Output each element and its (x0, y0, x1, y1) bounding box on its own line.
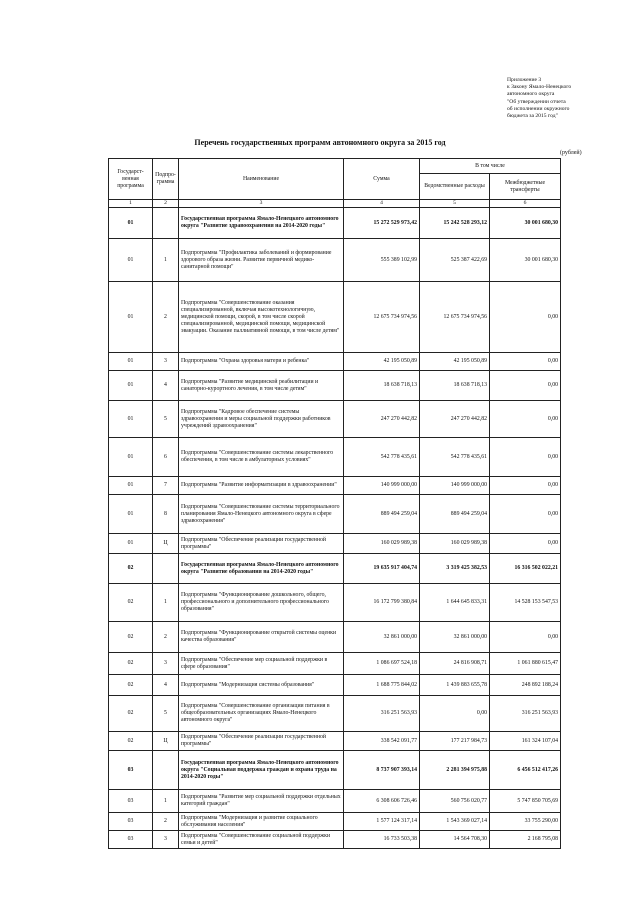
subprogram-code-cell: 4 (153, 675, 179, 696)
name-cell: Государственная программа Ямало-Ненецкого автономного округа "Развитие образования на 2014-2020 годы" (179, 554, 344, 584)
name-cell: Подпрограмма "Совершенствование системы территориального планирования Ямало-Ненецкого автономного округа в сфере здравоохранения" (179, 495, 344, 534)
transfers-cell: 0,00 (490, 353, 561, 371)
sum-cell: 160 029 989,38 (344, 534, 420, 554)
name-cell: Подпрограмма "Функционирование открытой системы оценки качества образования" (179, 622, 344, 653)
program-code-cell: 02 (109, 696, 153, 732)
unit-label: (рублей) (560, 150, 582, 156)
sum-cell: 32 861 000,00 (344, 622, 420, 653)
appendix-line: Приложение 3 (507, 77, 542, 83)
header-including: В том числе (420, 159, 561, 174)
subprogram-code-cell: 3 (153, 353, 179, 371)
name-cell: Подпрограмма "Профилактика заболеваний и формирование здорового образа жизни. Развитие первичной медико-санитарной помощи" (179, 239, 344, 282)
subprogram-row (109, 495, 561, 534)
departmental-cell: 160 029 989,38 (420, 534, 490, 554)
program-code-cell: 01 (109, 477, 153, 495)
appendix-note (507, 77, 632, 120)
table-body (109, 208, 561, 849)
departmental-cell: 177 217 984,73 (420, 732, 490, 751)
subprogram-code-cell: 5 (153, 696, 179, 732)
subprogram-row (109, 831, 561, 849)
subprogram-code-cell: Ц (153, 534, 179, 554)
transfers-cell: 0,00 (490, 622, 561, 653)
name-cell: Подпрограмма "Охрана здоровья матери и ребенка" (179, 353, 344, 371)
sum-cell: 6 308 606 726,46 (344, 790, 420, 813)
transfers-cell: 0,00 (490, 371, 561, 401)
program-code-cell: 02 (109, 675, 153, 696)
transfers-cell: 2 168 795,08 (490, 831, 561, 849)
program-code-cell: 03 (109, 831, 153, 849)
name-cell: Подпрограмма "Развитие медицинской реабилитации и санаторно-курортного лечения, в том числе детям" (179, 371, 344, 401)
program-code-cell: 01 (109, 438, 153, 477)
subprogram-row (109, 732, 561, 751)
transfers-cell: 316 251 563,93 (490, 696, 561, 732)
sum-cell: 8 737 907 393,14 (344, 751, 420, 790)
subprogram-row (109, 584, 561, 622)
departmental-cell: 32 861 000,00 (420, 622, 490, 653)
name-cell: Подпрограмма "Модернизация и развитие социального обслуживания населения" (179, 813, 344, 831)
program-row (109, 751, 561, 790)
sum-cell: 19 635 917 404,74 (344, 554, 420, 584)
subprogram-code-cell: 7 (153, 477, 179, 495)
departmental-cell: 560 756 020,77 (420, 790, 490, 813)
sum-cell: 1 688 775 844,02 (344, 675, 420, 696)
transfers-cell: 0,00 (490, 534, 561, 554)
subprogram-row (109, 696, 561, 732)
name-cell: Подпрограмма "Совершенствование системы лекарственного обеспечения, в том числе в амбулаторных условиях" (179, 438, 344, 477)
departmental-cell: 12 675 734 974,56 (420, 282, 490, 353)
departmental-cell: 2 281 394 975,88 (420, 751, 490, 790)
header-sum: Сумма (344, 159, 420, 200)
name-cell: Подпрограмма "Кадровое обеспечение системы здравоохранения и меры социальной поддержки работников учреждений здравоохранения" (179, 401, 344, 438)
transfers-cell: 30 001 680,30 (490, 208, 561, 239)
program-code-cell: 03 (109, 813, 153, 831)
sum-cell: 1 577 124 317,14 (344, 813, 420, 831)
appendix-line: об исполнении окружного (507, 105, 570, 112)
sum-cell: 338 542 091,77 (344, 732, 420, 751)
column-numbers-row (109, 200, 561, 208)
transfers-cell: 5 747 850 705,69 (490, 790, 561, 813)
transfers-cell: 248 892 188,24 (490, 675, 561, 696)
transfers-cell: 0,00 (490, 401, 561, 438)
subprogram-row (109, 282, 561, 353)
departmental-cell: 1 644 645 833,31 (420, 584, 490, 622)
subprogram-code-cell: 6 (153, 438, 179, 477)
subprogram-row (109, 239, 561, 282)
subprogram-code-cell: 2 (153, 282, 179, 353)
subprogram-row (109, 622, 561, 653)
departmental-cell: 42 195 050,89 (420, 353, 490, 371)
header-interbudget: Межбюджетные трансферты (490, 174, 561, 200)
departmental-cell: 889 494 259,04 (420, 495, 490, 534)
subprogram-code-cell: Ц (153, 732, 179, 751)
transfers-cell: 33 755 290,00 (490, 813, 561, 831)
appendix-line: "Об утверждении отчета (507, 98, 566, 105)
program-code-cell: 01 (109, 534, 153, 554)
name-cell: Подпрограмма "Совершенствование организации питания в общеобразовательных организациях Ямало-Ненецкого автономного округа" (179, 696, 344, 732)
subprogram-code-cell: 2 (153, 813, 179, 831)
transfers-cell: 14 528 153 547,53 (490, 584, 561, 622)
name-cell: Подпрограмма "Обеспечение реализации государственной программы" (179, 732, 344, 751)
program-code-cell: 03 (109, 790, 153, 813)
programs-table (108, 158, 561, 849)
program-code-cell: 01 (109, 282, 153, 353)
name-cell: Подпрограмма "Развитие информатизации в здравоохранении" (179, 477, 344, 495)
transfers-cell: 30 001 680,30 (490, 239, 561, 282)
name-cell: Подпрограмма "Обеспечение реализации государственной программы" (179, 534, 344, 554)
departmental-cell: 525 387 422,69 (420, 239, 490, 282)
column-number: 1 (109, 200, 153, 208)
header-subprogram: Подпро-грамма (153, 159, 179, 200)
transfers-cell: 1 061 880 615,47 (490, 653, 561, 675)
subprogram-row (109, 371, 561, 401)
subprogram-code-cell: 2 (153, 622, 179, 653)
appendix-line: бюджета за 2015 год" (507, 113, 558, 120)
name-cell: Государственная программа Ямало-Ненецкого автономного округа "Социальная поддержка граждан и охрана труда на 2014-2020 годы" (179, 751, 344, 790)
header-name: Наименование (179, 159, 344, 200)
subprogram-code-cell: 4 (153, 371, 179, 401)
program-code-cell: 01 (109, 495, 153, 534)
column-number: 2 (153, 200, 179, 208)
sum-cell: 1 086 697 524,18 (344, 653, 420, 675)
program-code-cell: 02 (109, 554, 153, 584)
transfers-cell: 6 456 512 417,26 (490, 751, 561, 790)
column-number: 6 (490, 200, 561, 208)
program-code-cell: 01 (109, 239, 153, 282)
subprogram-row (109, 438, 561, 477)
name-cell: Подпрограмма "Совершенствование оказания специализированной, включая высокотехнологичную, медицинской помощи, скорой, в том числе скорой специализированной, медицинской помощи, медицинской эвакуации. Оказание паллиативной помощи, в том числе детям" (179, 282, 344, 353)
departmental-cell: 1 439 883 655,78 (420, 675, 490, 696)
name-cell: Подпрограмма "Обеспечение мер социальной поддержки в сфере образования" (179, 653, 344, 675)
subprogram-code-cell: 8 (153, 495, 179, 534)
program-code-cell: 01 (109, 371, 153, 401)
transfers-cell: 161 324 107,04 (490, 732, 561, 751)
subprogram-code-cell (153, 751, 179, 790)
sum-cell: 16 733 503,38 (344, 831, 420, 849)
program-code-cell: 01 (109, 401, 153, 438)
transfers-cell: 0,00 (490, 477, 561, 495)
program-code-cell: 03 (109, 751, 153, 790)
subprogram-row (109, 401, 561, 438)
program-code-cell: 02 (109, 622, 153, 653)
sum-cell: 555 389 102,99 (344, 239, 420, 282)
program-code-cell: 01 (109, 208, 153, 239)
sum-cell: 889 494 259,04 (344, 495, 420, 534)
subprogram-row (109, 813, 561, 831)
column-number: 5 (420, 200, 490, 208)
program-row (109, 554, 561, 584)
departmental-cell: 15 242 528 293,12 (420, 208, 490, 239)
sum-cell: 542 778 435,61 (344, 438, 420, 477)
program-code-cell: 01 (109, 353, 153, 371)
program-code-cell: 02 (109, 584, 153, 622)
subprogram-code-cell: 3 (153, 653, 179, 675)
subprogram-row (109, 353, 561, 371)
transfers-cell: 0,00 (490, 282, 561, 353)
subprogram-code-cell: 1 (153, 239, 179, 282)
departmental-cell: 18 638 718,13 (420, 371, 490, 401)
transfers-cell: 0,00 (490, 495, 561, 534)
subprogram-code-cell: 3 (153, 831, 179, 849)
departmental-cell: 3 319 425 382,53 (420, 554, 490, 584)
subprogram-row (109, 653, 561, 675)
appendix-line: автономного округа (507, 91, 555, 98)
header-program: Государст-венная программа (109, 159, 153, 200)
sum-cell: 247 270 442,82 (344, 401, 420, 438)
program-code-cell: 02 (109, 732, 153, 751)
departmental-cell: 14 564 708,30 (420, 831, 490, 849)
sum-cell: 12 675 734 974,56 (344, 282, 420, 353)
program-row (109, 208, 561, 239)
header-departmental: Ведомственные расходы (420, 174, 490, 200)
subprogram-row (109, 477, 561, 495)
column-number: 4 (344, 200, 420, 208)
departmental-cell: 542 778 435,61 (420, 438, 490, 477)
sum-cell: 15 272 529 973,42 (344, 208, 420, 239)
departmental-cell: 140 999 000,00 (420, 477, 490, 495)
subprogram-code-cell: 5 (153, 401, 179, 438)
sum-cell: 140 999 000,00 (344, 477, 420, 495)
departmental-cell: 1 543 369 027,14 (420, 813, 490, 831)
subprogram-code-cell: 1 (153, 584, 179, 622)
appendix-line: к Закону Ямало-Ненецкого (507, 84, 572, 91)
departmental-cell: 247 270 442,82 (420, 401, 490, 438)
subprogram-code-cell: 1 (153, 790, 179, 813)
name-cell: Подпрограмма "Модернизация системы образования" (179, 675, 344, 696)
name-cell: Подпрограмма "Развитие мер социальной поддержки отдельных категорий граждан" (179, 790, 344, 813)
departmental-cell: 24 816 908,71 (420, 653, 490, 675)
document-title: Перечень государственных программ автономного округа за 2015 год (194, 138, 446, 147)
sum-cell: 42 195 050,89 (344, 353, 420, 371)
program-code-cell: 02 (109, 653, 153, 675)
subprogram-code-cell (153, 208, 179, 239)
transfers-cell: 0,00 (490, 438, 561, 477)
subprogram-row (109, 790, 561, 813)
sum-cell: 16 172 799 380,84 (344, 584, 420, 622)
name-cell: Государственная программа Ямало-Ненецкого автономного округа "Развитие здравоохранения на 2014-2020 годы" (179, 208, 344, 239)
subprogram-row (109, 675, 561, 696)
subprogram-code-cell (153, 554, 179, 584)
sum-cell: 18 638 718,13 (344, 371, 420, 401)
sum-cell: 316 251 563,93 (344, 696, 420, 732)
name-cell: Подпрограмма "Совершенствование социальной поддержки семьи и детей" (179, 831, 344, 849)
subprogram-row (109, 534, 561, 554)
name-cell: Подпрограмма "Функционирование дошкольного, общего, профессионального и дополнительного профессионального образования" (179, 584, 344, 622)
transfers-cell: 16 316 502 022,21 (490, 554, 561, 584)
column-number: 3 (179, 200, 344, 208)
departmental-cell: 0,00 (420, 696, 490, 732)
